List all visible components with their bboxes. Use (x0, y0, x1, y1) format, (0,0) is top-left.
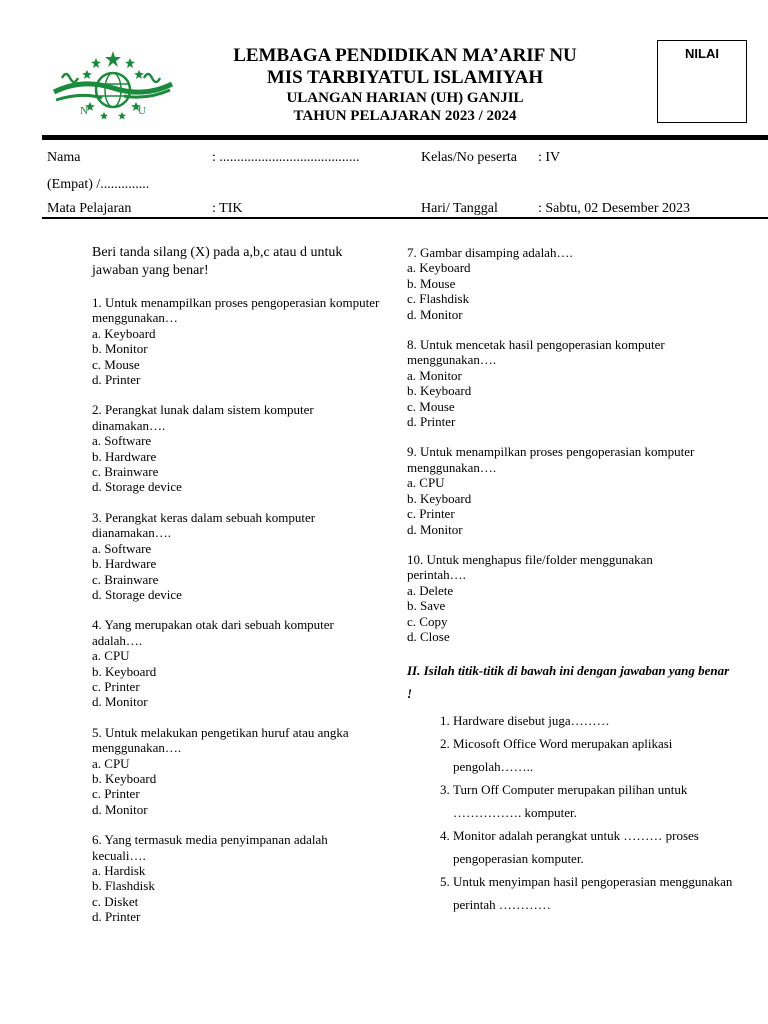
option: c. Mouse (92, 356, 140, 372)
option: c. Flashdisk (407, 291, 470, 307)
option: c. Printer (92, 786, 140, 802)
exam-title: ULANGAN HARIAN (UH) GANJIL (286, 90, 524, 106)
academic-year: TAHUN PELAJARAN 2023 / 2024 (293, 108, 517, 124)
question (407, 337, 707, 429)
option: c. Printer (407, 506, 455, 522)
instruction: Beri tanda silang (X) pada a,b,c atau d untuk jawaban yang benar! (92, 245, 343, 278)
option: d. Monitor (92, 801, 148, 817)
section-2-title: II. Isilah titik-titik di bawah ini dengan jawaban yang benar ! (407, 663, 730, 702)
option: a. Keyboard (92, 325, 156, 341)
option: b. Monitor (92, 341, 148, 357)
question (92, 617, 367, 709)
option: b. Keyboard (92, 770, 157, 786)
question (92, 725, 382, 817)
question (92, 510, 342, 602)
option: a. Software (92, 540, 152, 556)
option: a. CPU (92, 755, 130, 771)
option: c. Printer (92, 678, 140, 694)
option: d. Monitor (407, 521, 463, 537)
option: b. Mouse (407, 275, 456, 291)
option: c. Mouse (407, 398, 455, 414)
hari-value: : Sabtu, 02 Desember 2023 (538, 201, 691, 216)
list-item: 1. Hardware disebut juga……… (453, 709, 743, 732)
question (407, 552, 692, 644)
question-text: 5. Untuk melakukan pengetikan huruf atau angka menggunakan…. (92, 724, 349, 756)
question (92, 832, 357, 924)
question (92, 402, 342, 494)
option: b. Save (407, 598, 446, 614)
option: b. Keyboard (407, 383, 472, 399)
kelas-continuation: (Empat) /.............. (47, 177, 150, 192)
question-text: 4. Yang merupakan otak dari sebuah komputer adalah…. (92, 617, 334, 648)
score-label: NILAI (685, 46, 719, 61)
question (92, 295, 422, 387)
fields-divider (42, 217, 768, 219)
mapel-value: : TIK (212, 201, 243, 216)
question (407, 245, 737, 322)
option: a. Delete (407, 582, 454, 598)
option: c. Disket (92, 893, 139, 909)
option: a. Keyboard (407, 260, 471, 276)
section-2-list (407, 709, 743, 916)
option: b. Hardware (92, 556, 157, 572)
question-text: 1. Untuk menampilkan proses pengoperasian komputer menggunakan… (92, 295, 380, 326)
school-name: MIS TARBIYATUL ISLAMIYAH (266, 67, 544, 88)
option: d. Monitor (407, 306, 463, 322)
nu-logo (52, 48, 174, 124)
question-text: 9. Untuk menampilkan proses pengoperasian komputer menggunakan…. (407, 444, 695, 475)
list-item: 5. Untuk menyimpan hasil pengoperasian menggunakan perintah ………… (453, 870, 743, 916)
nama-label: Nama (47, 150, 81, 165)
option: a. CPU (92, 648, 130, 664)
option: a. Monitor (407, 367, 462, 383)
list-item: 4. Monitor adalah perangkat untuk ……… proses pengoperasian komputer. (453, 824, 743, 870)
option: d. Printer (92, 909, 141, 925)
option: b. Hardware (92, 448, 157, 464)
nama-value: : ........................................ (212, 150, 360, 165)
question-text: 8. Untuk mencetak hasil pengoperasian komputer menggunakan…. (407, 337, 665, 368)
option: a. Hardisk (92, 863, 146, 878)
kelas-value: : IV (538, 150, 561, 165)
option: a. CPU (407, 475, 445, 491)
list-item: 2. Micosoft Office Word merupakan aplikasi pengolah…….. (453, 732, 743, 778)
question (407, 444, 737, 536)
question-text: 3. Perangkat keras dalam sebuah komputer dianamakan…. (92, 509, 316, 541)
option: b. Keyboard (407, 490, 472, 506)
option: d. Storage device (92, 479, 182, 495)
option: d. Printer (407, 414, 456, 430)
question-text: 6. Yang termasuk media penyimpanan adalah kecuali…. (92, 832, 328, 863)
header-divider (42, 135, 768, 140)
institution-title: LEMBAGA PENDIDIKAN MA’ARIF NU (233, 45, 577, 66)
mapel-label: Mata Pelajaran (47, 201, 132, 216)
option: b. Keyboard (92, 663, 157, 679)
logo-letter-u: U (138, 105, 146, 117)
option: b. Flashdisk (92, 878, 155, 894)
list-item: 3. Turn Off Computer merupakan pilihan untuk ……………. komputer. (453, 778, 743, 824)
questions-right-column (407, 245, 737, 916)
kelas-label: Kelas/No peserta (421, 150, 518, 165)
logo-letter-n: N (80, 105, 88, 117)
option: a. Software (92, 433, 152, 449)
question-text: 10. Untuk menghapus file/folder menggunakan perintah…. (407, 551, 653, 583)
option: d. Close (407, 628, 450, 644)
option: d. Storage device (92, 586, 182, 602)
option: c. Brainware (92, 571, 159, 587)
question-text: 7. Gambar disamping adalah…. (407, 245, 573, 260)
questions-left-column (92, 295, 422, 940)
option: d. Monitor (92, 694, 148, 710)
hari-label: Hari/ Tanggal (421, 201, 498, 216)
option: c. Brainware (92, 464, 159, 480)
question-text: 2. Perangkat lunak dalam sistem komputer dinamakan…. (92, 402, 314, 433)
option: d. Printer (92, 372, 141, 388)
score-box (657, 40, 747, 123)
option: c. Copy (407, 613, 448, 629)
